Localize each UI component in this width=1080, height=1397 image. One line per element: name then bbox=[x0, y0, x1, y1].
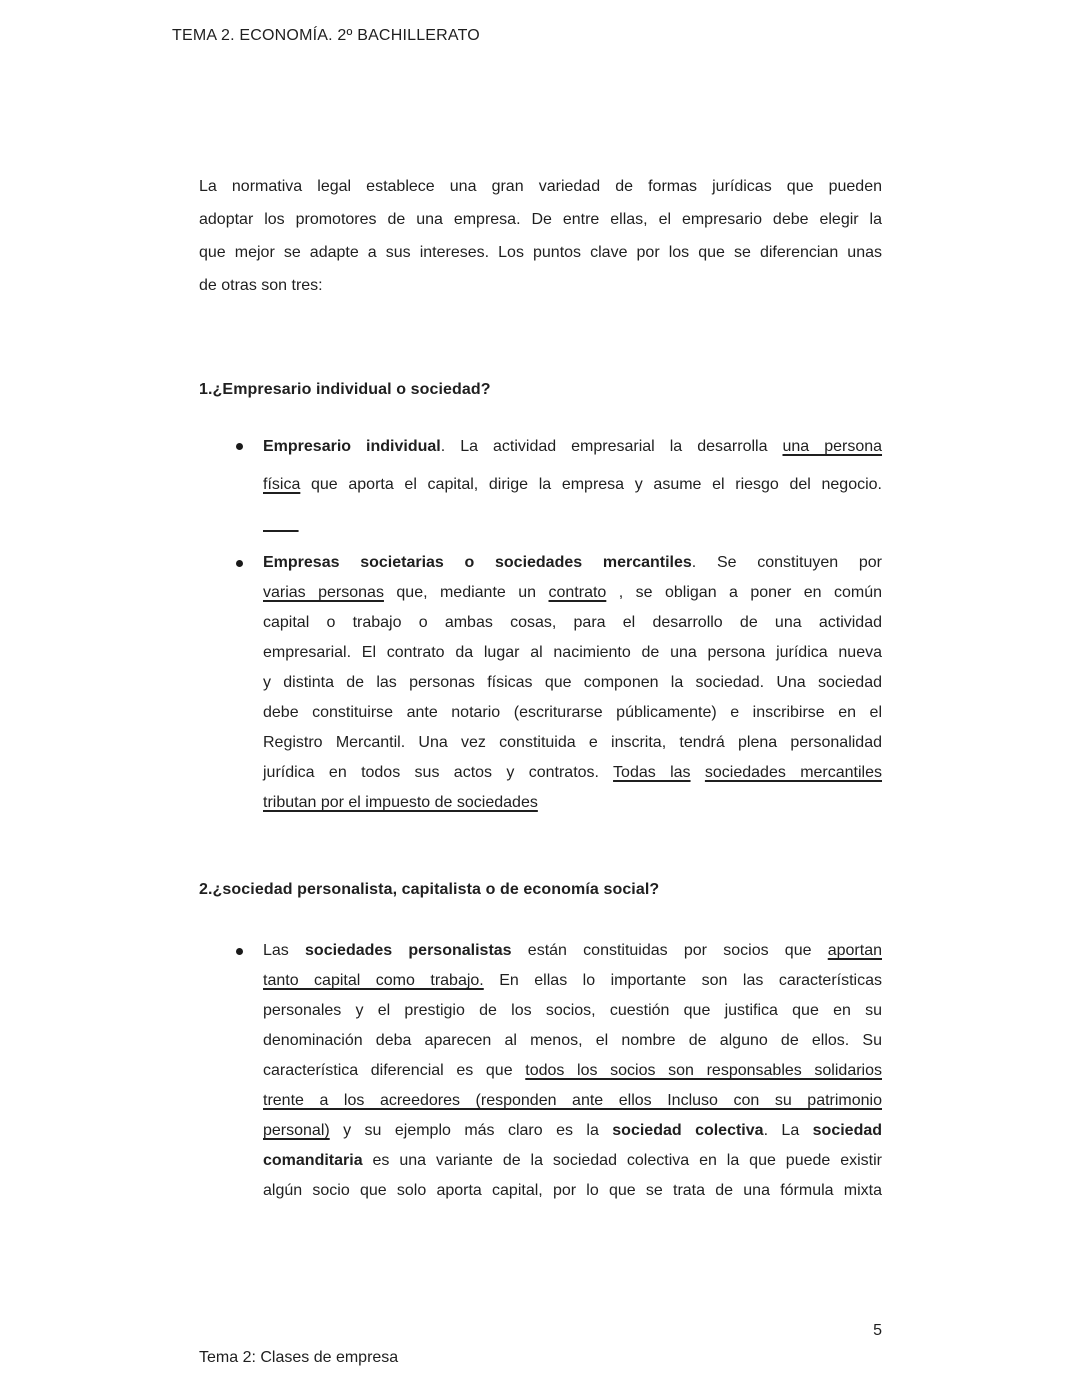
text-line: Registro Mercantil. Una vez constituida e inscrita, tendrá plena personalidad bbox=[263, 734, 882, 751]
section2-heading: 2.¿sociedad personalista, capitalista o de economía social? bbox=[199, 881, 660, 898]
bullet-text bbox=[199, 936, 882, 1206]
text-line: jurídica en todos sus actos y contratos. Todas las sociedades mercantiles bbox=[263, 764, 883, 781]
bullet-text bbox=[199, 428, 882, 542]
text-line: debe constituirse ante notario (escriturarse públicamente) e inscribirse en el bbox=[263, 704, 882, 721]
text-line: física que aporta el capital, dirige la empresa y asume el riesgo del negocio. bbox=[263, 476, 882, 493]
text-line: La normativa legal establece una gran variedad de formas jurídicas que pueden bbox=[199, 178, 882, 195]
text-line: capital o trabajo o ambas cosas, para el desarrollo de una actividad bbox=[263, 614, 882, 631]
text-line: algún socio que solo aporta capital, por lo que se trata de una fórmula mixta bbox=[263, 1182, 882, 1199]
text-line: comanditaria es una variante de la sociedad colectiva en la que puede existir bbox=[263, 1152, 882, 1169]
text-line: Empresario individual. La actividad empresarial la desarrolla una persona bbox=[263, 438, 883, 455]
text-line: característica diferencial es que todos los socios son responsables solidarios bbox=[263, 1062, 882, 1079]
section1-heading: 1.¿Empresario individual o sociedad? bbox=[199, 381, 491, 398]
text-line: personales y el prestigio de los socios, cuestión que justifica que en su bbox=[263, 1002, 882, 1019]
text-line: varias personas que, mediante un contrato , se obligan a poner en común bbox=[263, 584, 883, 601]
text-line: personal) y su ejemplo más claro es la sociedad colectiva. La sociedad bbox=[263, 1122, 883, 1139]
bullet-dot bbox=[236, 948, 243, 955]
text-line: Las sociedades personalistas están constituidas por socios que aportan bbox=[263, 942, 882, 959]
bullet-dot bbox=[236, 560, 243, 567]
text-line: y distinta de las personas físicas que componen la sociedad. Una sociedad bbox=[263, 674, 882, 691]
text-line bbox=[263, 504, 882, 542]
bullet-item-sociedades-personalistas bbox=[199, 936, 882, 1206]
intro-paragraph bbox=[199, 170, 882, 302]
bullet-item-empresas-societarias bbox=[199, 548, 882, 818]
text-line: denominación deba aparecen al menos, el nombre de alguno de ellos. Su bbox=[263, 1032, 882, 1049]
bullet-text bbox=[199, 548, 882, 818]
page-header: TEMA 2. ECONOMÍA. 2º BACHILLERATO bbox=[172, 27, 480, 44]
page-footer: Tema 2: Clases de empresa bbox=[199, 1349, 399, 1366]
bullet-item-empresario-individual bbox=[199, 428, 882, 542]
text-line: empresarial. El contrato da lugar al nacimiento de una persona jurídica nueva bbox=[263, 644, 882, 661]
text-line: de otras son tres: bbox=[199, 277, 323, 294]
text-line: Empresas societarias o sociedades mercantiles. Se constituyen por bbox=[263, 554, 882, 571]
page-number: 5 bbox=[873, 1322, 882, 1339]
text-line: trente a los acreedores (responden ante ellos Incluso con su patrimonio bbox=[263, 1092, 882, 1109]
text-line: adoptar los promotores de una empresa. De entre ellas, el empresario debe elegir la bbox=[199, 211, 882, 228]
text-line: que mejor se adapte a sus intereses. Los puntos clave por los que se diferencian unas bbox=[199, 244, 882, 261]
text-line: tanto capital como trabajo. En ellas lo importante son las características bbox=[263, 972, 883, 989]
bullet-dot bbox=[236, 443, 243, 450]
text-line: tributan por el impuesto de sociedades bbox=[263, 794, 538, 811]
